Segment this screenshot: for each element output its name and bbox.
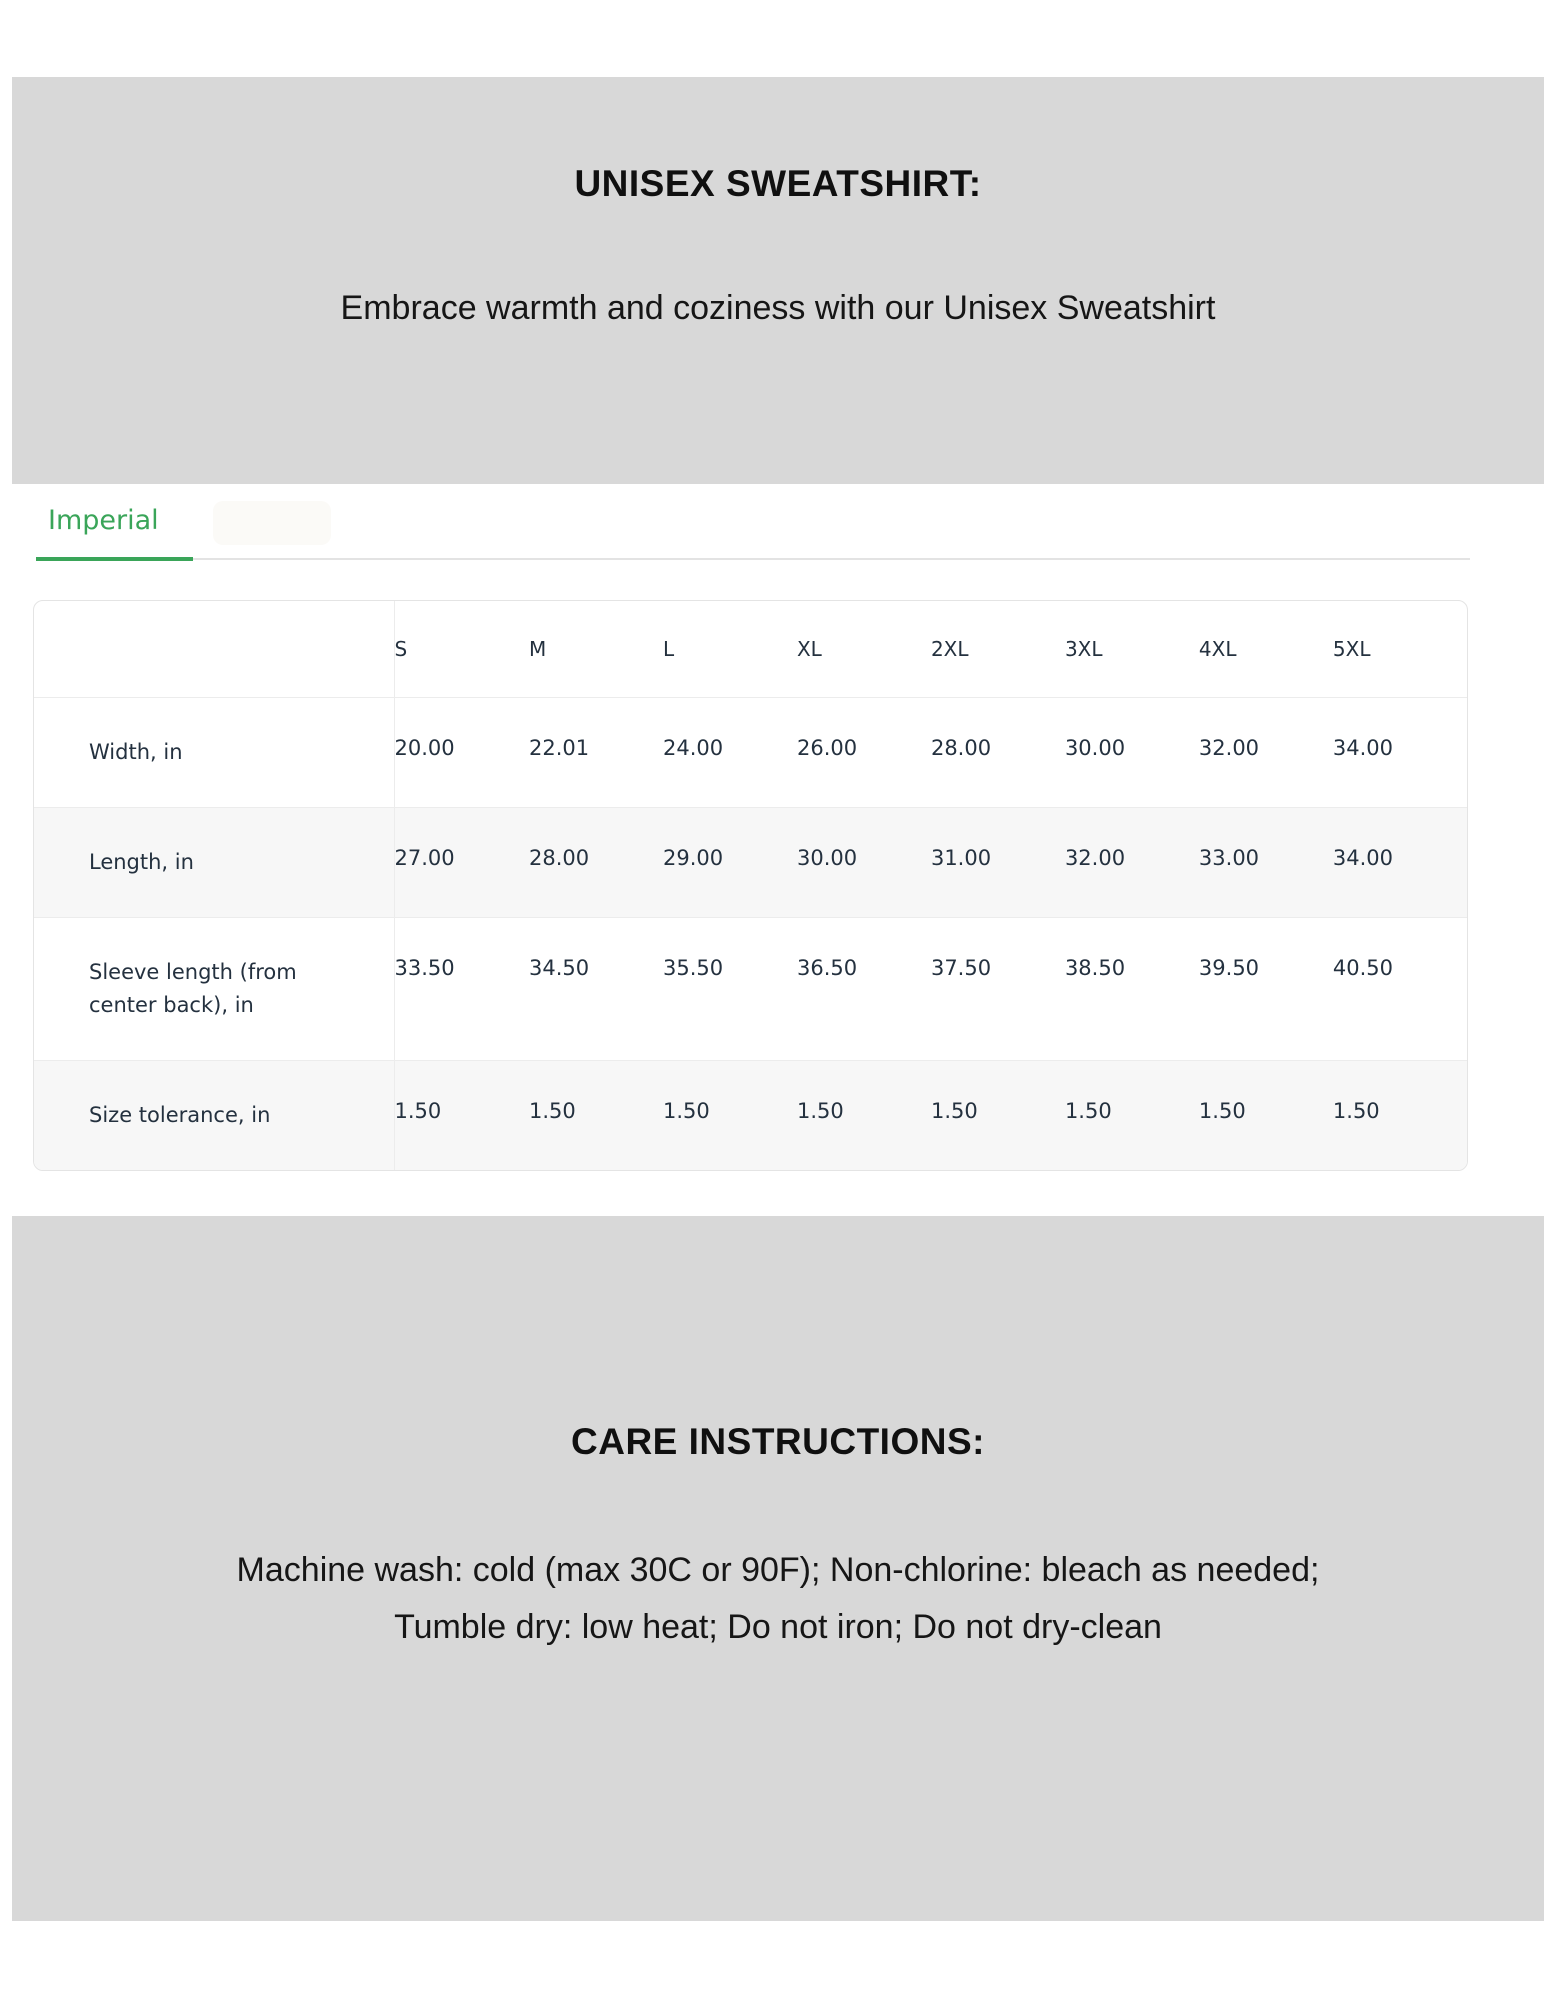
size-value-cell: 1.50 [1064, 1099, 1112, 1123]
size-value-cell: 28.00 [930, 736, 992, 760]
row-label [34, 698, 394, 808]
size-value-cell: 20.00 [394, 736, 455, 760]
size-value-cell: 31.00 [930, 846, 992, 870]
size-value-cell: 32.00 [1198, 736, 1260, 760]
size-value-cell: 1.50 [394, 1099, 442, 1123]
size-value-cell: 33.50 [394, 956, 455, 980]
size-chart-row [34, 698, 1467, 808]
size-chart-table [33, 600, 1468, 1171]
row-label [34, 808, 394, 918]
size-column-header: XL [796, 637, 822, 661]
product-title: UNISEX SWEATSHIRT: [574, 163, 982, 204]
care-banner [12, 1216, 1544, 1921]
size-value-cell: 22.01 [529, 736, 590, 760]
care-title: CARE INSTRUCTIONS: [571, 1421, 985, 1462]
size-column-header: 2XL [930, 637, 969, 661]
size-value-cell: 34.00 [1332, 736, 1394, 760]
size-value-cell: 36.50 [796, 956, 858, 980]
size-column-header: 5XL [1332, 637, 1371, 661]
row-label [34, 918, 394, 1061]
size-column-header: L [662, 637, 675, 661]
size-value-cell: 1.50 [1198, 1099, 1246, 1123]
size-value-cell: 1.50 [529, 1099, 576, 1123]
product-subtitle: Embrace warmth and coziness with our Unisex Sweatshirt [340, 289, 1216, 327]
tab-imperial[interactable] [36, 505, 193, 561]
size-value-cell: 1.50 [1332, 1099, 1380, 1123]
size-chart-header-row [34, 601, 1467, 698]
size-value-cell: 33.00 [1198, 846, 1260, 870]
size-value-cell: 24.00 [662, 736, 724, 760]
size-value-cell: 30.00 [1064, 736, 1126, 760]
size-column-header: 4XL [1198, 637, 1237, 661]
row-label [34, 1061, 394, 1171]
size-value-cell: 35.50 [662, 956, 724, 980]
row-label-text: Length, in [89, 850, 194, 874]
size-value-cell: 1.50 [662, 1099, 710, 1123]
size-chart-corner-cell [34, 601, 394, 698]
size-value-cell: 34.00 [1332, 846, 1394, 870]
size-value-cell: 40.50 [1332, 956, 1394, 980]
size-column-header: 3XL [1064, 637, 1103, 661]
care-text: Machine wash: cold (max 30C or 90F); Non-chlorine: bleach as needed; Tumble dry: low heat; Do not iron; Do not dry-clean [236, 1551, 1320, 1646]
size-value-cell: 34.50 [529, 956, 590, 980]
size-value-cell: 30.00 [796, 846, 858, 870]
row-label-text: Size tolerance, in [89, 1103, 271, 1127]
row-label-text: Sleeve length (from center back), in [89, 960, 297, 1017]
size-value-cell: 37.50 [930, 956, 992, 980]
size-value-cell: 1.50 [930, 1099, 978, 1123]
size-value-cell: 38.50 [1064, 956, 1126, 980]
size-chart-row [34, 918, 1467, 1061]
tab-imperial-label: Imperial [48, 505, 159, 536]
size-chart-row [34, 808, 1467, 918]
units-tab-bar [36, 505, 1470, 560]
size-value-cell: 1.50 [796, 1099, 844, 1123]
size-value-cell: 32.00 [1064, 846, 1126, 870]
size-value-cell: 39.50 [1198, 956, 1260, 980]
size-value-cell: 27.00 [394, 846, 455, 870]
size-value-cell: 28.00 [529, 846, 590, 870]
tab-metric-faded [213, 501, 331, 545]
size-column-header: M [529, 637, 547, 661]
product-hero-banner [12, 77, 1544, 484]
size-chart-row [34, 1061, 1467, 1171]
size-value-cell: 29.00 [662, 846, 724, 870]
size-value-cell: 26.00 [796, 736, 858, 760]
size-column-header: S [394, 637, 408, 661]
row-label-text: Width, in [89, 740, 183, 764]
